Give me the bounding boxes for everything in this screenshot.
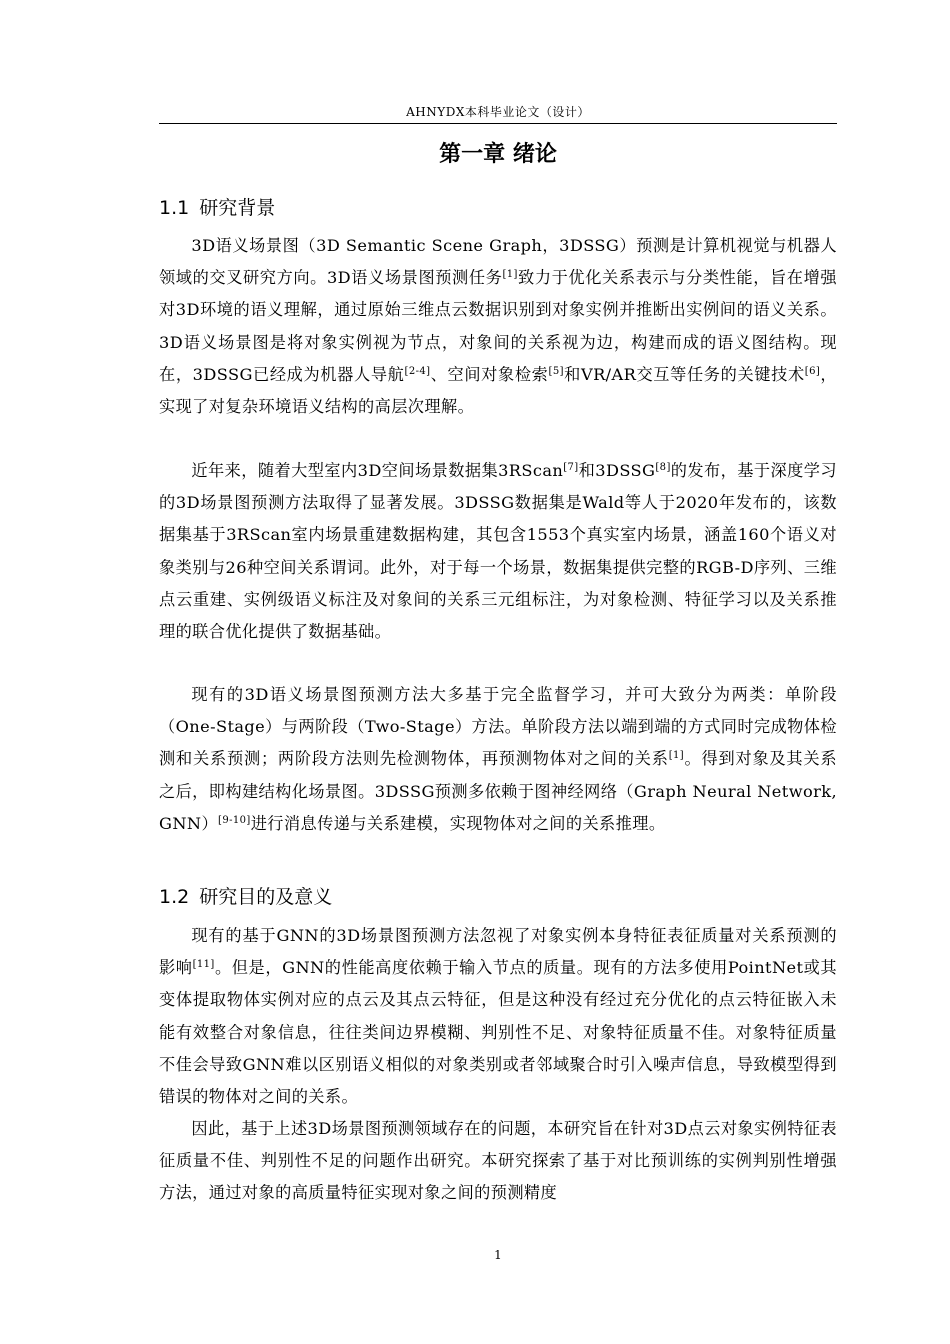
text-run: 。但是，GNN的性能高度依赖于输入节点的质量。现有的方法多使用PointNet或其变体提取物体实例对应的点云及其点云特征，但是这种没有经过充分优化的点云特征嵌入未能有效整合对象信息，往往类间边界模糊、判别性不足、对象特征质量不佳。对象特征质量不佳会导致GNN难以区别语义相似的对象类别或者邻域聚合时引入噪声信息，导致模型得到错误的物体对之间的关系。 xyxy=(159,958,837,1107)
text-run: 的发布，基于深度学习的3D场景图预测方法取得了显著发展。3DSSG数据集是Wald等人于2020年发布的，该数据集基于3RScan室内场景重建数据构建，其包含1553个真实室内场景，涵盖160个语义对象类别与26种空间关系谓词。此外，对于每一个场景，数据集提供完整的RGB-D序列、三维点云重建、实例级语义标注及对象间的关系三元组标注，为对象检测、特征学习以及关系推理的联合优化提供了数据基础。 xyxy=(159,461,837,642)
citation: [1] xyxy=(502,269,518,281)
chapter-title: 第一章 绪论 xyxy=(439,142,557,167)
citation: [1] xyxy=(668,750,685,762)
header-rule xyxy=(159,123,837,124)
citation: [5] xyxy=(548,365,564,377)
section-number: 1.2 xyxy=(159,886,190,908)
text-run: 因此，基于上述3D场景图预测领域存在的问题，本研究旨在针对3D点云对象实例特征表征质量不佳、判别性不足的问题作出研究。本研究探索了基于对比预训练的实例判别性增强方法，通过对象的高质量特征实现对象之间的预测精度 xyxy=(159,1119,837,1203)
text-run: 和3DSSG xyxy=(578,461,656,480)
paragraph-3 xyxy=(159,679,837,840)
paragraph-1 xyxy=(159,230,837,423)
citation: [6] xyxy=(804,365,821,377)
citation: [9-10] xyxy=(218,814,251,826)
section-number: 1.1 xyxy=(159,197,190,219)
paragraph-5 xyxy=(159,1113,837,1210)
text-run: 致力于优化关系表示与分类性能，旨在增强对3D环境的语义理解，通过原始三维点云数据识别到对象实例并推断出实例间的语义关系。3D语义场景图是将对象实例视为节点，对象间的关系视为边，构建而成的语义图结构。现在，3DSSG已经成为机器人导航 xyxy=(159,268,837,384)
section-title: 研究背景 xyxy=(199,197,276,219)
citation: [8] xyxy=(655,462,671,473)
text-run: ，实现了对复杂环境语义结构的高层次理解。 xyxy=(159,364,837,417)
paragraph-2 xyxy=(159,455,837,648)
text-run: 3D语义场景图（3D Semantic Scene Graph，3DSSG）预测是计算机视觉与机器人领域的交叉研究方向。3D语义场景图预测任务 xyxy=(159,236,837,288)
section-heading-1-1 xyxy=(159,193,275,220)
citation: [7] xyxy=(563,462,579,473)
citation: [11] xyxy=(192,959,215,971)
section-heading-1-2 xyxy=(159,882,332,909)
text-run: 和VR/AR交互等任务的关键技术 xyxy=(563,364,805,384)
text-run: 近年来，随着大型室内3D空间场景数据集3RScan xyxy=(191,461,564,480)
text-run: 现有的3D语义场景图预测方法大多基于完全监督学习，并可大致分为两类：单阶段（One-Stage）与两阶段（Two-Stage）方法。单阶段方法以端到端的方式同时完成物体检测和关系预测；两阶段方法则先检测物体，再预测物体对之间的关系 xyxy=(159,685,837,769)
citation: [2-4] xyxy=(404,365,431,377)
text-run: 进行消息传递与关系建模，实现物体对之间的关系推理。 xyxy=(250,813,666,833)
text-run: 、空间对象检索 xyxy=(430,364,549,384)
paragraph-4 xyxy=(159,920,837,1113)
page-number: 1 xyxy=(494,1248,502,1262)
text-run: 。得到对象及其关系之后，即构建结构化场景图。3DSSG预测多依赖于图神经网络（Graph Neural Network, GNN） xyxy=(159,749,837,833)
section-title: 研究目的及意义 xyxy=(199,886,333,908)
running-header: AHNYDX本科毕业论文（设计） xyxy=(406,105,590,119)
text-run: 现有的基于GNN的3D场景图预测方法忽视了对象实例本身特征表征质量对关系预测的影响 xyxy=(159,926,837,978)
